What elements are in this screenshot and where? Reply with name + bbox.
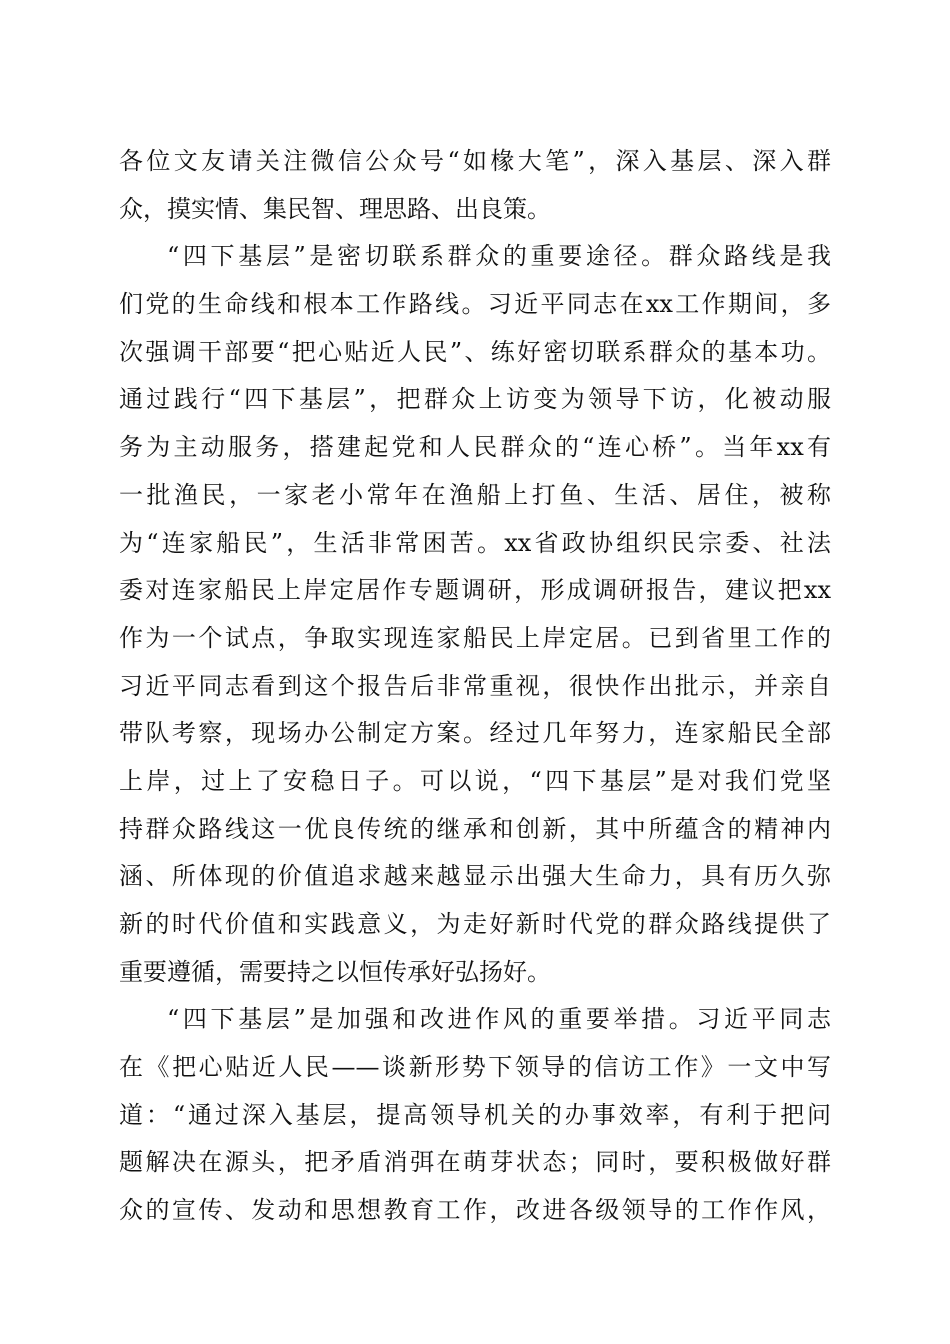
text-line: 各位文友请关注微信公众号“如椽大笔”，深入基层、深入群 [119,147,831,175]
paragraph-3 [119,996,831,1234]
text-line: 作为一个试点，争取实现连家船民上岸定居。已到省里工作的 [119,623,831,652]
text-line: 委对连家船民上岸定居作专题调研，形成调研报告，建议把xx [119,576,831,605]
text-line: 带队考察，现场办公制定方案。经过几年努力，连家船民全部 [119,719,831,748]
text-line: 重要遵循，需要持之以恒传承好弘扬好。 [119,957,551,986]
text-line: 上岸，过上了安稳日子。可以说，“四下基层”是对我们党坚 [119,766,831,795]
text-line: 们党的生命线和根本工作路线。习近平同志在xx工作期间，多 [119,290,831,319]
document-page [119,138,831,1235]
text-line: “四下基层”是加强和改进作风的重要举措。习近平同志 [167,1005,831,1034]
text-line: 为“连家船民”，生活非常困苦。xx省政协组织民宗委、社法 [119,528,831,557]
text-line: 众，摸实情、集民智、理思路、出良策。 [119,194,551,223]
text-line: 通过践行“四下基层”，把群众上访变为领导下访，化被动服 [119,385,831,414]
text-line: 题解决在源头，把矛盾消弭在萌芽状态；同时，要积极做好群 [119,1148,831,1177]
text-line: 一批渔民，一家老小常年在渔船上打鱼、生活、居住，被称 [119,480,831,509]
paragraph-2 [119,233,831,996]
text-line: 持群众路线这一优良传统的继承和创新，其中所蕴含的精神内 [119,814,831,843]
text-line: 次强调干部要“把心贴近人民”、练好密切联系群众的基本功。 [119,337,831,366]
text-line: 习近平同志看到这个报告后非常重视，很快作出批示，并亲自 [119,671,831,700]
text-line: 道：“通过深入基层，提高领导机关的办事效率，有利于把问 [119,1100,831,1129]
text-line: “四下基层”是密切联系群众的重要途径。群众路线是我 [167,242,831,271]
text-line: 在《把心贴近人民——谈新形势下领导的信访工作》一文中写 [119,1053,831,1082]
paragraph-1 [119,138,831,233]
text-line: 众的宣传、发动和思想教育工作，改进各级领导的工作作风， [119,1196,831,1225]
text-line: 涵、所体现的价值追求越来越显示出强大生命力，具有历久弥 [119,862,831,891]
text-line: 新的时代价值和实践意义，为走好新时代党的群众路线提供了 [119,910,831,938]
text-line: 务为主动服务，搭建起党和人民群众的“连心桥”。当年xx有 [119,433,831,462]
